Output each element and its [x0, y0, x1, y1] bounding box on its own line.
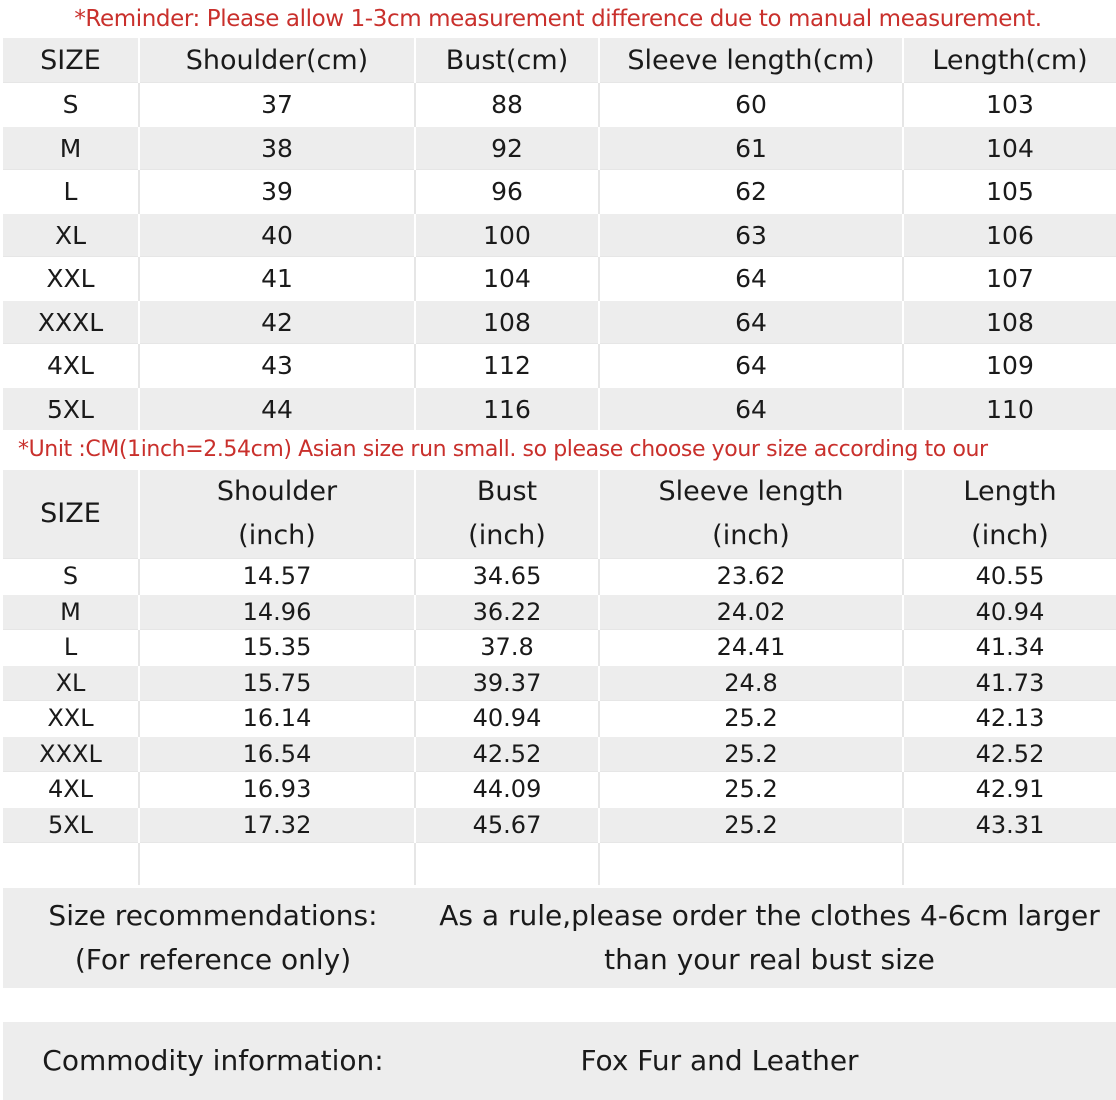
measurement-reminder: *Reminder: Please allow 1-3cm measurement difference due to manual measurement. — [74, 6, 1042, 32]
header-sleeve-length: Sleeve length(cm) — [599, 37, 903, 83]
cell-sleeve-length: 64 — [599, 344, 903, 388]
table-row — [3, 126, 1116, 170]
cell-size: M — [3, 126, 139, 170]
cell-bust: 104 — [415, 257, 599, 301]
cell-bust: 112 — [415, 344, 599, 388]
blank-cell — [139, 843, 415, 886]
cell-bust: 88 — [415, 83, 599, 127]
cell-size: XL — [3, 213, 139, 257]
cell-length: 109 — [903, 344, 1116, 388]
cell-size: XXXL — [3, 736, 139, 772]
cell-size: XXL — [3, 257, 139, 301]
commodity-value: Fox Fur and Leather — [580, 1044, 859, 1077]
cell-sleeve-length: 25.2 — [599, 772, 903, 808]
cell-shoulder: 41 — [139, 257, 415, 301]
table-row — [3, 83, 1116, 127]
cell-sleeve-length: 60 — [599, 83, 903, 127]
cell-bust: 36.22 — [415, 594, 599, 630]
cell-bust: 44.09 — [415, 772, 599, 808]
cell-bust: 34.65 — [415, 559, 599, 595]
cell-shoulder: 38 — [139, 126, 415, 170]
table-row — [3, 213, 1116, 257]
cell-sleeve-length: 25.2 — [599, 736, 903, 772]
blank-cell — [415, 843, 599, 886]
size-table-cm-body — [3, 83, 1116, 431]
header-bust: Bust (inch) — [415, 469, 599, 559]
table-row — [3, 559, 1116, 595]
blank-cell — [903, 843, 1116, 886]
cell-length: 108 — [903, 300, 1116, 344]
cell-size: 5XL — [3, 387, 139, 430]
recommendation-label: Size recommendations: (For reference only) — [48, 899, 378, 976]
table-row — [3, 257, 1116, 301]
size-table-inch — [3, 468, 1116, 885]
cell-size: 4XL — [3, 772, 139, 808]
cell-length: 42.13 — [903, 701, 1116, 737]
blank-cell — [3, 843, 139, 886]
cell-bust: 100 — [415, 213, 599, 257]
cell-size: XXXL — [3, 300, 139, 344]
cell-sleeve-length: 63 — [599, 213, 903, 257]
cell-bust: 37.8 — [415, 630, 599, 666]
table-row — [3, 630, 1116, 666]
cell-size: S — [3, 83, 139, 127]
table-header-row — [3, 469, 1116, 559]
cell-bust: 92 — [415, 126, 599, 170]
cell-shoulder: 40 — [139, 213, 415, 257]
cell-bust: 116 — [415, 387, 599, 430]
table-row — [3, 387, 1116, 430]
cell-bust: 40.94 — [415, 701, 599, 737]
cell-shoulder: 16.93 — [139, 772, 415, 808]
cell-bust: 108 — [415, 300, 599, 344]
cell-bust: 45.67 — [415, 807, 599, 843]
recommendation-text: As a rule,please order the clothes 4-6cm larger than your real bust size — [439, 899, 1100, 976]
cell-length: 41.73 — [903, 665, 1116, 701]
cell-shoulder: 15.75 — [139, 665, 415, 701]
cell-size: S — [3, 559, 139, 595]
table-row — [3, 170, 1116, 214]
cell-length: 42.91 — [903, 772, 1116, 808]
cell-length: 104 — [903, 126, 1116, 170]
cell-shoulder: 15.35 — [139, 630, 415, 666]
cell-length: 41.34 — [903, 630, 1116, 666]
cell-size: M — [3, 594, 139, 630]
cell-sleeve-length: 61 — [599, 126, 903, 170]
table-row — [3, 701, 1116, 737]
table-row — [3, 594, 1116, 630]
blank-cell — [599, 843, 903, 886]
header-bust: Bust(cm) — [415, 37, 599, 83]
cell-shoulder: 16.14 — [139, 701, 415, 737]
table-row — [3, 772, 1116, 808]
cell-shoulder: 17.32 — [139, 807, 415, 843]
cell-size: L — [3, 630, 139, 666]
cell-length: 43.31 — [903, 807, 1116, 843]
cell-sleeve-length: 25.2 — [599, 807, 903, 843]
cell-shoulder: 43 — [139, 344, 415, 388]
table-row — [3, 300, 1116, 344]
cell-shoulder: 14.57 — [139, 559, 415, 595]
cell-sleeve-length: 64 — [599, 257, 903, 301]
cell-size: 5XL — [3, 807, 139, 843]
header-length: Length(cm) — [903, 37, 1116, 83]
header-size: SIZE — [3, 469, 139, 559]
cell-bust: 96 — [415, 170, 599, 214]
cell-shoulder: 37 — [139, 83, 415, 127]
header-size: SIZE — [3, 37, 139, 83]
unit-note: *Unit :CM(1inch=2.54cm) Asian size run small. so please choose your size according to our — [18, 437, 988, 462]
cell-shoulder: 14.96 — [139, 594, 415, 630]
header-sleeve-length: Sleeve length (inch) — [599, 469, 903, 559]
cell-length: 110 — [903, 387, 1116, 430]
cell-size: 4XL — [3, 344, 139, 388]
table-row — [3, 736, 1116, 772]
size-table-cm — [3, 36, 1116, 430]
commodity-information — [3, 1022, 1116, 1100]
cell-length: 107 — [903, 257, 1116, 301]
cell-sleeve-length: 24.02 — [599, 594, 903, 630]
header-length: Length (inch) — [903, 469, 1116, 559]
cell-sleeve-length: 24.41 — [599, 630, 903, 666]
size-recommendation — [3, 888, 1116, 988]
cell-shoulder: 42 — [139, 300, 415, 344]
cell-length: 105 — [903, 170, 1116, 214]
table-row — [3, 807, 1116, 843]
header-shoulder: Shoulder (inch) — [139, 469, 415, 559]
cell-sleeve-length: 64 — [599, 387, 903, 430]
table-row — [3, 344, 1116, 388]
cell-length: 106 — [903, 213, 1116, 257]
header-shoulder: Shoulder(cm) — [139, 37, 415, 83]
cell-size: L — [3, 170, 139, 214]
cell-shoulder: 39 — [139, 170, 415, 214]
cell-sleeve-length: 64 — [599, 300, 903, 344]
cell-sleeve-length: 24.8 — [599, 665, 903, 701]
cell-length: 42.52 — [903, 736, 1116, 772]
table-row — [3, 665, 1116, 701]
cell-size: XL — [3, 665, 139, 701]
cell-sleeve-length: 62 — [599, 170, 903, 214]
cell-shoulder: 16.54 — [139, 736, 415, 772]
cell-shoulder: 44 — [139, 387, 415, 430]
cell-sleeve-length: 23.62 — [599, 559, 903, 595]
cell-size: XXL — [3, 701, 139, 737]
blank-row — [3, 843, 1116, 886]
cell-length: 40.55 — [903, 559, 1116, 595]
commodity-label: Commodity information: — [42, 1044, 384, 1077]
cell-length: 103 — [903, 83, 1116, 127]
cell-bust: 39.37 — [415, 665, 599, 701]
cell-length: 40.94 — [903, 594, 1116, 630]
table-header-row — [3, 37, 1116, 83]
cell-sleeve-length: 25.2 — [599, 701, 903, 737]
size-table-inch-body — [3, 559, 1116, 843]
cell-bust: 42.52 — [415, 736, 599, 772]
